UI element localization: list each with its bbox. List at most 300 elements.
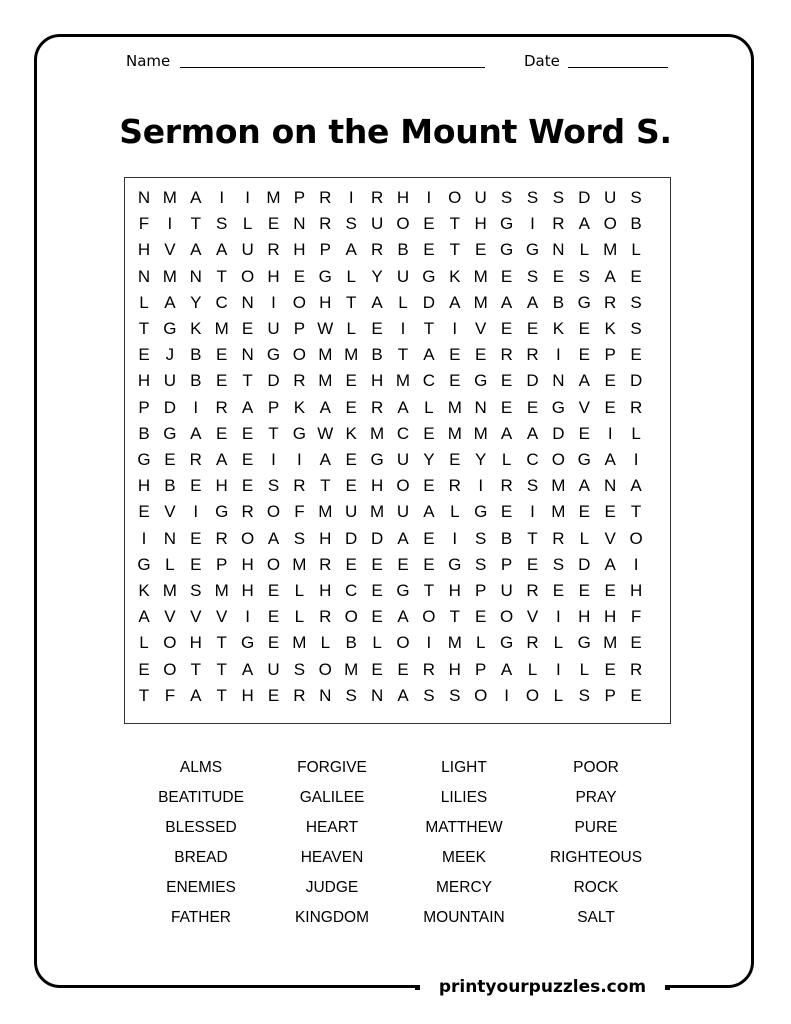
grid-letter: S xyxy=(423,685,435,705)
grid-letter: E xyxy=(267,607,280,627)
grid-letter: Y xyxy=(371,266,383,286)
grid-letter: E xyxy=(578,345,590,365)
grid-letter: G xyxy=(266,345,281,365)
grid-letter: R xyxy=(552,214,565,234)
word-list-item: FORGIVE xyxy=(297,759,367,776)
grid-letter: E xyxy=(578,502,590,522)
grid-letter: S xyxy=(345,214,357,234)
grid-letter: R xyxy=(604,292,617,312)
grid-letter: E xyxy=(475,345,487,365)
grid-letter: D xyxy=(267,371,280,391)
grid-letter: H xyxy=(189,633,202,653)
grid-letter: Y xyxy=(190,292,202,312)
grid-letter: S xyxy=(552,554,565,574)
grid-letter: G xyxy=(499,240,514,260)
grid-letter: E xyxy=(190,476,202,496)
grid-letter: J xyxy=(165,345,175,365)
grid-letter: E xyxy=(423,240,435,260)
grid-letter: S xyxy=(526,266,539,286)
grid-letter: S xyxy=(216,214,228,234)
grid-letter: D xyxy=(370,528,384,548)
grid-letter: H xyxy=(604,607,617,627)
grid-letter: R xyxy=(552,528,565,548)
grid-letter: I xyxy=(245,607,250,627)
grid-letter: A xyxy=(449,292,461,312)
grid-letter: T xyxy=(630,502,642,522)
grid-letter: A xyxy=(604,450,616,469)
word-list-item: SALT xyxy=(577,909,615,926)
grid-letter: L xyxy=(294,607,305,627)
word-list-item: PURE xyxy=(574,819,618,836)
word-list-item: MERCY xyxy=(436,879,492,896)
grid-letter: L xyxy=(398,292,408,312)
grid-letter: N xyxy=(552,371,565,391)
grid-letter: I xyxy=(271,292,276,312)
grid-letter: E xyxy=(397,554,409,574)
grid-letter: V xyxy=(216,607,228,627)
grid-letter: H xyxy=(448,659,461,679)
grid-letter: A xyxy=(241,659,254,679)
grid-letter: E xyxy=(293,266,306,286)
grid-letter: V xyxy=(164,502,176,522)
grid-letter: O xyxy=(266,502,281,522)
grid-letter: M xyxy=(318,345,333,365)
grid-letter: A xyxy=(345,240,357,260)
grid-letter: A xyxy=(138,607,150,627)
date-line[interactable] xyxy=(568,67,668,68)
grid-letter: E xyxy=(241,476,254,496)
grid-letter: V xyxy=(526,607,539,627)
page-title: Sermon on the Mount Word S. xyxy=(119,112,672,151)
grid-letter: M xyxy=(292,554,307,574)
grid-letter: K xyxy=(138,581,150,600)
word-list-item: KINGDOM xyxy=(294,909,370,926)
word-list-item: ALMS xyxy=(179,759,223,776)
grid-letter: P xyxy=(216,554,228,574)
grid-letter: N xyxy=(137,266,151,286)
grid-letter: L xyxy=(320,633,331,653)
grid-letter: L xyxy=(631,240,641,260)
grid-letter: R xyxy=(267,240,280,260)
grid-letter: M xyxy=(551,476,566,496)
grid-letter: T xyxy=(268,423,279,443)
grid-letter: G xyxy=(551,397,565,417)
grid-letter: R xyxy=(319,554,332,574)
grid-letter: D xyxy=(552,423,565,443)
grid-letter: B xyxy=(630,214,642,234)
grid-letter: E xyxy=(578,319,590,338)
grid-letter: S xyxy=(190,581,202,600)
grid-letter: E xyxy=(500,371,513,391)
grid-letter: A xyxy=(319,397,331,417)
grid-letter: O xyxy=(499,607,514,627)
grid-letter: H xyxy=(137,240,151,260)
grid-letter: G xyxy=(318,266,332,286)
grid-letter: I xyxy=(452,528,458,548)
grid-letter: S xyxy=(475,554,487,574)
grid-letter: S xyxy=(475,528,487,548)
grid-letter: D xyxy=(422,292,436,312)
grid-letter: F xyxy=(294,502,305,522)
grid-letter: E xyxy=(267,581,280,600)
grid-letter: E xyxy=(345,554,357,574)
grid-letter: O xyxy=(163,633,177,653)
grid-letter: E xyxy=(267,685,280,705)
grid-letter: L xyxy=(165,554,175,574)
grid-letter: A xyxy=(526,423,539,443)
grid-letter: P xyxy=(475,581,487,600)
grid-letter: E xyxy=(345,450,357,469)
grid-letter: G xyxy=(474,502,488,522)
grid-letter: N xyxy=(241,345,254,365)
grid-letter: N xyxy=(370,685,384,705)
grid-letter: A xyxy=(526,292,539,312)
grid-letter: M xyxy=(344,345,359,365)
grid-letter: R xyxy=(319,607,332,627)
grid-letter: O xyxy=(474,685,488,705)
grid-letter: R xyxy=(500,345,513,365)
grid-letter: K xyxy=(345,423,357,443)
grid-letter: E xyxy=(449,450,461,469)
grid-letter: E xyxy=(241,450,254,469)
grid-letter: M xyxy=(162,188,177,207)
grid-letter: K xyxy=(190,319,202,338)
grid-letter: C xyxy=(422,371,436,391)
word-list-item: GALILEE xyxy=(299,789,365,806)
grid-letter: H xyxy=(396,188,410,207)
grid-letter: A xyxy=(397,685,409,705)
grid-letter: E xyxy=(526,397,539,417)
grid-letter: E xyxy=(190,554,202,574)
grid-letter: H xyxy=(319,581,332,600)
word-list-item: JUDGE xyxy=(305,879,359,896)
grid-letter: R xyxy=(629,659,643,679)
grid-letter: I xyxy=(348,188,354,207)
grid-letter: A xyxy=(319,450,331,469)
grid-letter: Y xyxy=(475,450,487,469)
grid-letter: O xyxy=(344,607,358,627)
grid-letter: E xyxy=(138,502,150,522)
grid-letter: L xyxy=(553,685,564,705)
grid-letter: H xyxy=(267,266,280,286)
grid-letter: E xyxy=(630,345,642,365)
grid-letter: T xyxy=(190,214,201,234)
grid-letter: T xyxy=(345,292,357,312)
grid-letter: M xyxy=(473,266,488,286)
grid-letter: H xyxy=(474,214,487,234)
grid-letter: D xyxy=(345,528,358,548)
grid-letter: H xyxy=(319,528,332,548)
grid-letter: C xyxy=(345,581,358,600)
grid-letter: E xyxy=(138,345,150,365)
grid-letter: E xyxy=(164,450,176,469)
grid-letter: V xyxy=(164,607,176,627)
grid-letter: T xyxy=(216,659,227,679)
grid-letter: I xyxy=(193,502,199,522)
grid-letter: I xyxy=(504,685,509,705)
grid-letter: A xyxy=(604,266,616,286)
grid-letter: G xyxy=(525,240,540,260)
grid-letter: P xyxy=(267,397,280,417)
grid-letter: A xyxy=(630,476,642,496)
grid-letter: V xyxy=(604,528,616,548)
grid-letter: N xyxy=(189,266,202,286)
grid-letter: E xyxy=(475,240,487,260)
word-list-item: RIGHTEOUS xyxy=(549,849,643,866)
grid-letter: U xyxy=(396,502,410,522)
grid-letter: O xyxy=(240,266,255,286)
grid-letter: N xyxy=(604,476,617,496)
grid-letter: R xyxy=(448,476,461,496)
grid-letter: O xyxy=(396,633,410,653)
grid-letter: R xyxy=(215,397,228,417)
grid-letter: E xyxy=(216,371,228,391)
grid-letter: V xyxy=(475,319,487,338)
grid-letter: I xyxy=(400,319,406,338)
grid-letter: N xyxy=(163,528,177,548)
grid-letter: T xyxy=(423,319,435,338)
word-list-item: FATHER xyxy=(171,909,231,926)
grid-letter: I xyxy=(530,502,535,522)
grid-letter: M xyxy=(447,423,462,443)
grid-letter: N xyxy=(552,240,565,260)
grid-letter: T xyxy=(216,633,227,653)
name-line[interactable] xyxy=(180,67,485,68)
grid-letter: A xyxy=(397,607,409,627)
grid-letter: S xyxy=(552,188,565,207)
grid-letter: A xyxy=(216,240,228,260)
grid-letter: S xyxy=(345,685,357,705)
grid-letter: L xyxy=(579,528,590,548)
grid-letter: U xyxy=(396,450,410,469)
grid-letter: G xyxy=(137,554,151,574)
grid-letter: K xyxy=(604,319,616,338)
grid-letter: T xyxy=(138,685,150,705)
grid-letter: T xyxy=(449,214,460,234)
grid-letter: L xyxy=(242,214,253,234)
grid-letter: A xyxy=(578,371,590,391)
grid-letter: P xyxy=(293,188,306,207)
grid-letter: L xyxy=(475,633,486,653)
grid-letter: R xyxy=(319,214,332,234)
grid-letter: E xyxy=(526,554,539,574)
grid-letter: S xyxy=(526,476,539,496)
word-list-item: POOR xyxy=(573,759,619,776)
grid-letter: H xyxy=(137,371,151,391)
grid-letter: I xyxy=(219,188,225,207)
grid-letter: A xyxy=(500,423,513,443)
grid-letter: R xyxy=(293,371,306,391)
word-list-item: MOUNTAIN xyxy=(423,909,505,926)
grid-letter: I xyxy=(141,528,147,548)
grid-letter: M xyxy=(344,659,359,679)
word-list-item: HEAVEN xyxy=(300,849,364,866)
grid-letter: U xyxy=(163,371,177,391)
grid-letter: B xyxy=(552,292,565,312)
grid-letter: U xyxy=(370,214,384,234)
grid-letter: M xyxy=(603,633,618,653)
grid-letter: U xyxy=(396,266,410,286)
grid-letter: T xyxy=(449,240,460,260)
grid-letter: R xyxy=(526,581,539,600)
grid-letter: O xyxy=(396,476,410,496)
grid-letter: M xyxy=(162,266,177,286)
grid-letter: A xyxy=(267,528,280,548)
word-list-item: MEEK xyxy=(442,849,486,866)
grid-letter: B xyxy=(138,423,150,443)
grid-letter: H xyxy=(241,554,254,574)
grid-letter: B xyxy=(397,240,409,260)
grid-letter: T xyxy=(242,371,253,391)
grid-letter: G xyxy=(240,633,255,653)
letter-grid xyxy=(124,177,671,724)
grid-letter: O xyxy=(396,214,410,234)
grid-letter: D xyxy=(163,397,177,417)
grid-letter: A xyxy=(190,240,202,260)
grid-letter: B xyxy=(345,633,357,653)
grid-letter: C xyxy=(526,450,539,469)
grid-letter: H xyxy=(448,581,461,600)
grid-letter: O xyxy=(448,188,462,207)
grid-letter: M xyxy=(370,423,385,443)
grid-letter: E xyxy=(345,476,357,496)
grid-letter: E xyxy=(216,345,228,365)
grid-letter: R xyxy=(241,502,254,522)
grid-letter: I xyxy=(297,450,302,469)
grid-letter: E xyxy=(371,554,383,574)
grid-letter: W xyxy=(317,319,334,338)
grid-letter: E xyxy=(423,528,435,548)
grid-letter: E xyxy=(630,266,642,286)
grid-letter: S xyxy=(578,266,590,286)
grid-letter: O xyxy=(551,450,565,469)
grid-letter: L xyxy=(501,450,512,469)
grid-letter: H xyxy=(215,476,228,496)
grid-letter: I xyxy=(245,188,250,207)
grid-letter: E xyxy=(604,502,616,522)
grid-letter: M xyxy=(551,502,566,522)
grid-letter: A xyxy=(500,292,513,312)
grid-letter: G xyxy=(163,423,177,443)
grid-letter: A xyxy=(216,450,228,469)
grid-letter: D xyxy=(578,554,591,574)
word-list-item: LILIES xyxy=(440,789,488,806)
grid-letter: O xyxy=(318,659,332,679)
grid-letter: L xyxy=(527,659,538,679)
grid-letter: I xyxy=(530,214,535,234)
grid-letter: B xyxy=(371,345,383,365)
grid-letter: L xyxy=(631,423,641,443)
grid-letter: A xyxy=(397,528,409,548)
grid-letter: K xyxy=(449,266,461,286)
grid-letter: S xyxy=(500,188,513,207)
grid-letter: E xyxy=(630,685,642,705)
grid-letter: C xyxy=(396,423,410,443)
grid-letter: O xyxy=(525,685,540,705)
grid-letter: E xyxy=(216,423,228,443)
grid-letter: U xyxy=(500,581,513,600)
grid-letter: F xyxy=(164,685,176,705)
grid-letter: H xyxy=(578,607,591,627)
grid-letter: G xyxy=(499,633,514,653)
grid-letter: T xyxy=(423,581,435,600)
grid-letter: Y xyxy=(423,450,435,469)
word-list-item: ENEMIES xyxy=(166,879,236,896)
grid-letter: O xyxy=(292,292,306,312)
grid-letter: T xyxy=(449,607,460,627)
grid-letter: E xyxy=(138,659,150,679)
grid-letter: A xyxy=(500,659,513,679)
grid-letter: E xyxy=(267,214,280,234)
grid-letter: M xyxy=(266,188,281,207)
grid-letter: B xyxy=(190,371,202,391)
word-list-item: ROCK xyxy=(573,879,619,896)
grid-letter: T xyxy=(190,659,201,679)
grid-letter: C xyxy=(215,292,228,312)
grid-letter: E xyxy=(345,371,357,391)
word-list-item: BEATITUDE xyxy=(158,789,244,806)
grid-letter: P xyxy=(604,685,616,705)
grid-letter: E xyxy=(500,319,513,338)
grid-letter: E xyxy=(449,371,461,391)
grid-letter: E xyxy=(423,554,435,574)
grid-letter: I xyxy=(426,633,432,653)
grid-letter: I xyxy=(607,423,613,443)
grid-letter: E xyxy=(552,266,565,286)
grid-letter: E xyxy=(552,581,565,600)
grid-letter: O xyxy=(240,528,255,548)
grid-letter: L xyxy=(450,502,460,522)
grid-letter: H xyxy=(629,581,643,600)
grid-letter: I xyxy=(426,188,432,207)
grid-letter: R xyxy=(293,476,306,496)
grid-letter: E xyxy=(397,659,409,679)
grid-letter: V xyxy=(190,607,202,627)
grid-letter: P xyxy=(319,240,331,260)
grid-letter: E xyxy=(423,476,435,496)
grid-letter: A xyxy=(190,423,202,443)
word-list-item: LIGHT xyxy=(441,759,487,776)
grid-letter: R xyxy=(370,397,384,417)
grid-letter: I xyxy=(452,319,458,338)
grid-letter: T xyxy=(216,266,227,286)
grid-letter: R xyxy=(215,528,228,548)
grid-letter: M xyxy=(447,633,462,653)
grid-letter: U xyxy=(474,188,487,207)
grid-letter: T xyxy=(397,345,409,365)
name-label: Name xyxy=(126,52,171,70)
site-url: printyourpuzzles.com xyxy=(420,975,665,999)
grid-letter: P xyxy=(500,554,513,574)
grid-letter: O xyxy=(422,607,436,627)
grid-letter: E xyxy=(578,581,590,600)
grid-letter: E xyxy=(526,319,539,338)
grid-letter: V xyxy=(164,240,176,260)
grid-letter: A xyxy=(423,502,435,522)
grid-letter: B xyxy=(190,345,202,365)
grid-letter: E xyxy=(371,581,383,600)
grid-letter: L xyxy=(346,319,356,338)
grid-letter: R xyxy=(629,397,643,417)
grid-letter: H xyxy=(370,476,384,496)
grid-letter: E xyxy=(578,423,590,443)
grid-letter: A xyxy=(190,685,202,705)
grid-letter: R xyxy=(526,633,539,653)
grid-letter: H xyxy=(137,476,151,496)
grid-letter: M xyxy=(318,371,333,391)
grid-letter: S xyxy=(449,685,461,705)
grid-letter: M xyxy=(447,397,462,417)
